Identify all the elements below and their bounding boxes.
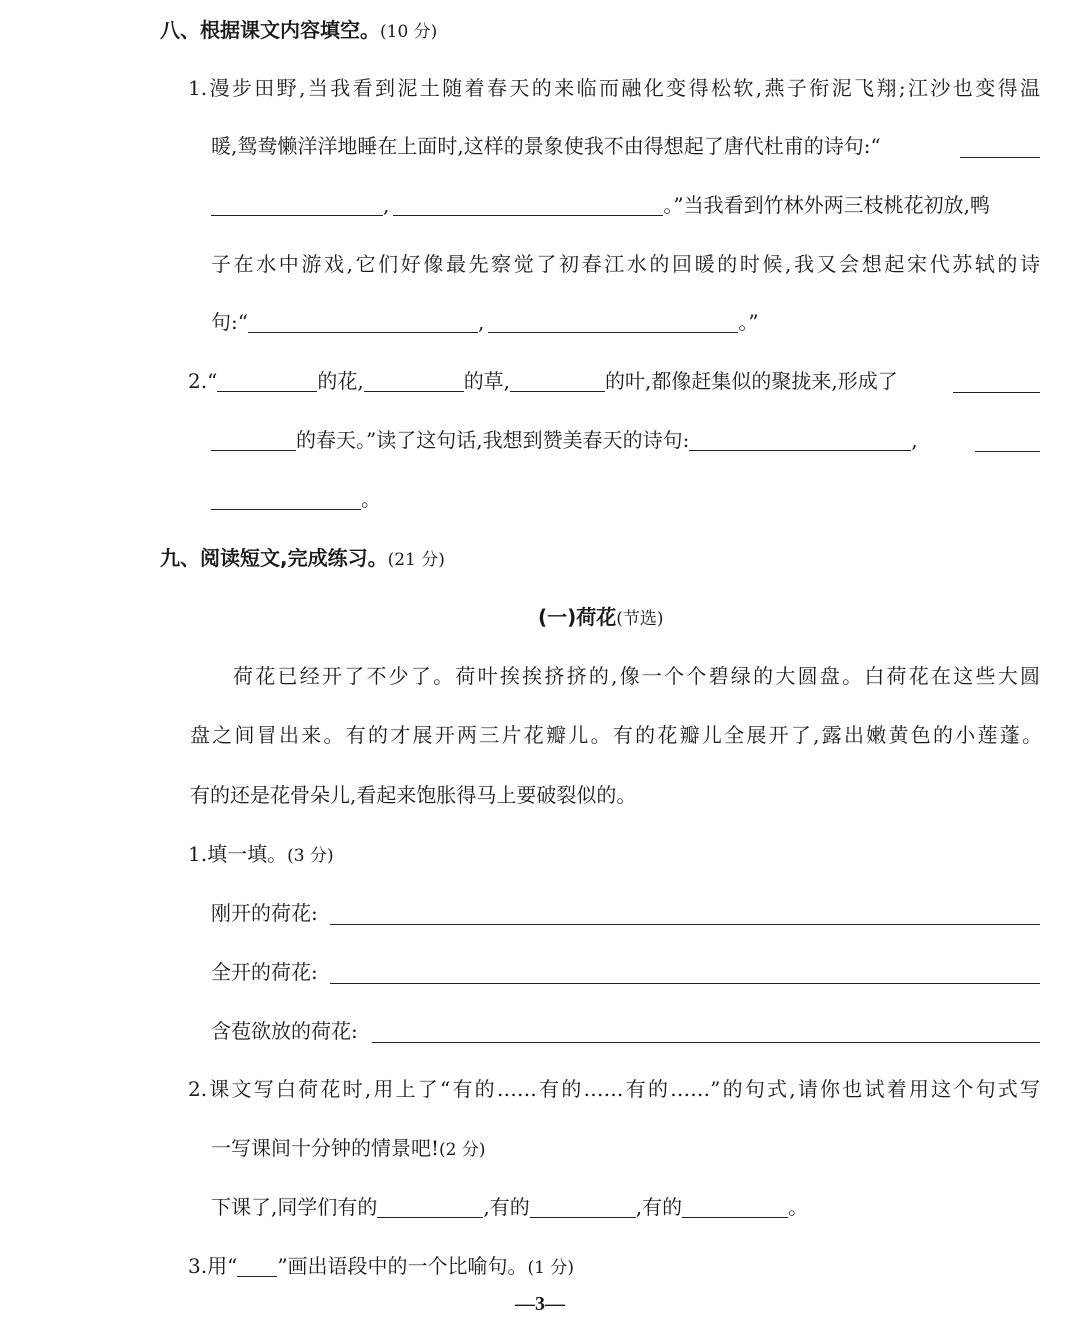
s8-q1-line5-end: 。” — [738, 310, 759, 334]
s8-q1-line4: 子在水中游戏,它们好像最先察觉了初春江水的回暖的时候,我又会想起宋代苏轼的诗 — [211, 252, 1040, 276]
s8-q2-blank1[interactable] — [217, 369, 317, 392]
s9-q3-score: (1 分) — [527, 1258, 575, 1278]
s8-q2-num: 2. — [188, 369, 208, 393]
s8-q1-line5-start: 句:“ — [211, 310, 248, 334]
s9-q2-blank2[interactable] — [530, 1195, 636, 1218]
s9-q2-fill — [211, 1192, 808, 1222]
s9-q3-a: 3.用“ — [188, 1254, 238, 1278]
s9-q2-fill-a: 下课了,同学们有的 — [211, 1195, 378, 1219]
s8-q1-line2: 暖,鸳鸯懒洋洋地睡在上面时,这样的景象使我不由得想起了唐代杜甫的诗句:“ — [211, 134, 881, 158]
s8-q1-blank2[interactable] — [393, 193, 663, 216]
s8-q1-blank4[interactable] — [488, 310, 738, 333]
s9-q1-item1: 刚开的荷花: — [211, 901, 318, 925]
section8-title: 八、根据课文内容填空。 — [160, 18, 380, 42]
s9-q2-line1: 2.课文写白荷花时,用上了“有的……有的……有的……”的句式,请你也试着用这个句式写 — [188, 1077, 1040, 1101]
passage-heading — [538, 602, 664, 634]
s8-q2-p5: 。 — [361, 487, 381, 511]
s8-q2-line1 — [188, 366, 898, 396]
s8-q1-line3 — [211, 190, 990, 220]
s9-q1-blank2[interactable] — [330, 983, 1040, 984]
s8-q1-line5 — [211, 307, 759, 337]
s9-q1-heading — [188, 839, 334, 871]
passage-note: (节选) — [616, 609, 664, 629]
s8-q2-blank5[interactable] — [689, 428, 911, 451]
s8-q1-line3-rest: 。”当我看到竹林外两三枝桃花初放,鸭 — [663, 193, 990, 217]
s8-q2-blank2[interactable] — [364, 369, 464, 392]
s8-q2-line3 — [211, 484, 381, 514]
s9-q2-blank3[interactable] — [682, 1195, 788, 1218]
s9-q1-label: 1.填一填。 — [188, 842, 288, 866]
s8-q2-p1: 的花, — [317, 369, 364, 393]
section9-title: 九、阅读短文,完成练习。 — [160, 546, 388, 570]
s8-q1-blank3[interactable] — [248, 310, 478, 333]
s9-q2-fill-end: 。 — [788, 1195, 809, 1219]
s9-q1-item3: 含苞欲放的荷花: — [211, 1019, 358, 1043]
s8-q2-p3: 的叶,都像赶集似的聚拢来,形成了 — [605, 369, 898, 393]
s8-q1-line5-comma: , — [477, 310, 485, 334]
s8-q1-num: 1. — [188, 76, 208, 100]
s9-q2-blank1[interactable] — [377, 1195, 483, 1218]
s8-q2-p4-comma: , — [911, 428, 918, 452]
s8-q2-blank4b[interactable] — [211, 428, 296, 451]
passage-line1: 荷花已经开了不少了。荷叶挨挨挤挤的,像一个个碧绿的大圆盘。白荷花在这些大圆 — [233, 664, 1040, 688]
s8-q2-blank4a[interactable] — [953, 392, 1040, 393]
section8-score: (10 分) — [380, 22, 438, 42]
section9-heading — [160, 543, 445, 575]
passage-line2: 盘之间冒出来。有的才展开两三片花瓣儿。有的花瓣儿全展开了,露出嫩黄色的小莲蓬。 — [190, 723, 1042, 747]
passage-line3: 有的还是花骨朵儿,看起来饱胀得马上要破裂似的。 — [190, 783, 637, 807]
s8-q2-open: “ — [207, 369, 218, 393]
section8-heading — [160, 15, 437, 47]
s8-q1-blank1a[interactable] — [960, 157, 1040, 158]
s9-q2-line2 — [211, 1133, 486, 1165]
s9-q2-line2-text: 一写课间十分钟的情景吧! — [211, 1136, 440, 1160]
passage-title: (一)荷花 — [538, 605, 617, 629]
s8-q2-p2: 的草, — [463, 369, 511, 393]
s9-q3-sample-line — [237, 1254, 277, 1277]
s8-q1-line1-text: 漫步田野,当我看到泥土随着春天的来临而融化变得松软,燕子衔泥飞翔;江沙也变得温 — [207, 76, 1040, 100]
s8-q1-blank1b[interactable] — [211, 193, 383, 216]
s9-q1-item2: 全开的荷花: — [211, 960, 318, 984]
s8-q1-line3-comma: , — [383, 193, 390, 217]
s9-q3-line — [188, 1251, 574, 1283]
s8-q2-line2 — [211, 425, 918, 455]
s8-q2-blank3[interactable] — [510, 369, 605, 392]
s8-q2-p4: 的春天。”读了这句话,我想到赞美春天的诗句: — [296, 428, 690, 452]
s9-q1-blank3[interactable] — [372, 1042, 1040, 1043]
s8-q2-blank6a[interactable] — [975, 451, 1040, 452]
s9-q2-fill-b: ,有的 — [483, 1195, 530, 1219]
s9-q1-score: (3 分) — [287, 846, 334, 866]
s9-q2-fill-c: ,有的 — [635, 1195, 683, 1219]
s8-q2-blank6b[interactable] — [211, 487, 361, 510]
section9-score: (21 分) — [387, 550, 445, 570]
s9-q3-b: ”画出语段中的一个比喻句。 — [277, 1254, 528, 1278]
s9-q2-score: (2 分) — [439, 1140, 486, 1160]
s9-q1-blank1[interactable] — [330, 924, 1040, 925]
page-number: —3— — [515, 1293, 565, 1315]
s8-q1-line1 — [188, 73, 1040, 103]
